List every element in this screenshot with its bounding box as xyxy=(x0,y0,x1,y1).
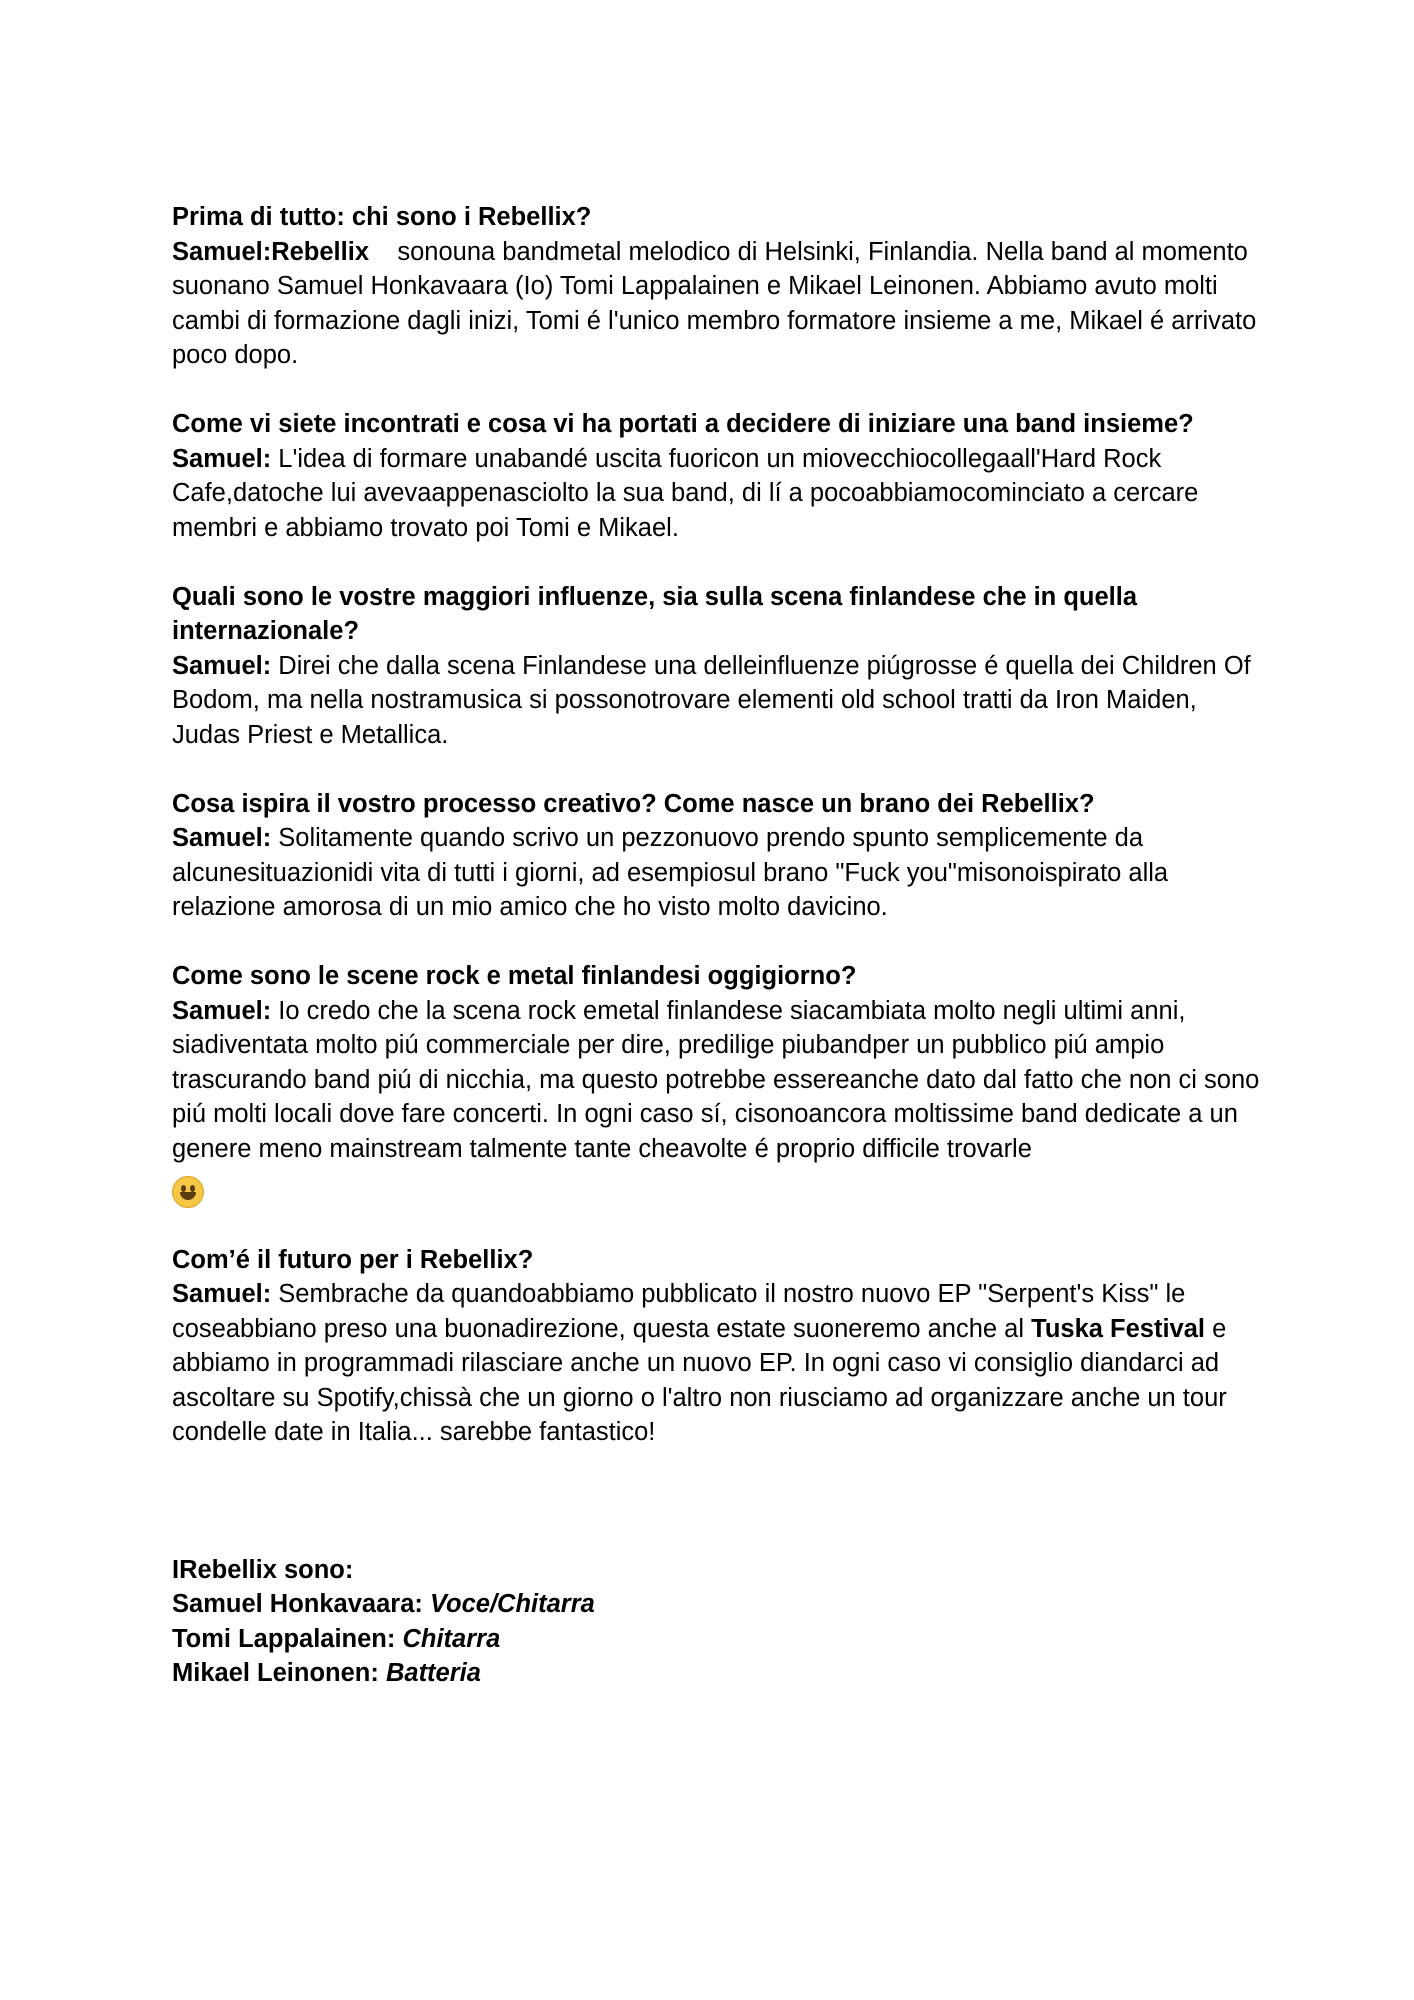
answer-text: L'idea di formare unabandé uscita fuoricon un miovecchiocollegaall'Hard Rock Cafe,datoche lui avevaappenasciolto la sua band, di lí a pocoabbiamocominciato a cercare membri e abbiamo trovato poi Tomi e Mikael. xyxy=(172,444,1199,542)
member-line xyxy=(172,1622,1262,1657)
members-heading: IRebellix sono: xyxy=(172,1555,354,1584)
answer-text: sonouna bandmetal melodico di Helsinki, Finlandia. Nella band al momento suonano Samuel Honkavaara (Io) Tomi Lappalainen e Mikael Leinonen. Abbiamo avuto molti cambi di formazione dagli inizi, Tomi é l'unico membro formatore insieme a me, Mikael é arrivato poco dopo. xyxy=(172,237,1257,369)
members-list xyxy=(172,1553,1262,1691)
answer xyxy=(172,649,1262,753)
speaker-label: Samuel: xyxy=(172,996,272,1025)
speaker-label: Samuel: xyxy=(172,444,272,473)
member-role: Batteria xyxy=(385,1659,481,1687)
member-role: Voce/Chitarra xyxy=(429,1590,595,1618)
question: Cosa ispira il vostro processo creativo? Come nasce un brano dei Rebellix? xyxy=(172,789,1095,818)
member-role: Chitarra xyxy=(402,1624,501,1653)
document-page xyxy=(172,200,1262,1691)
answer-text: Sembrache da quandoabbiamo pubblicato il nostro nuovo EP "Serpent's Kiss" le coseabbiano preso una buonadirezione, questa estate suoneremo anche al xyxy=(172,1280,1186,1343)
question: Com’é il futuro per i Rebellix? xyxy=(172,1245,534,1274)
answer-text: Direi che dalla scena Finlandese una delleinfluenze piúgrosse é quella dei Children Of Bodom, ma nella nostramusica si possonotrovare elementi old school tratti da Iron Maiden, Judas Priest e Metallica. xyxy=(172,651,1251,749)
member-name: Tomi Lappalainen: xyxy=(172,1624,396,1653)
answer xyxy=(172,1277,1262,1450)
qa-block-1 xyxy=(172,200,1262,373)
member-name: Samuel Honkavaara: xyxy=(172,1590,423,1618)
answer-bold-lead: Rebellix xyxy=(271,237,369,266)
speaker-label: Samuel: xyxy=(172,237,272,266)
answer xyxy=(172,442,1262,546)
member-line xyxy=(172,1656,1262,1691)
speaker-label: Samuel: xyxy=(172,1280,272,1308)
answer-text: e abbiamo in programmadi rilasciare anche un nuovo EP. In ogni caso vi consiglio diandarci ad ascoltare su Spotify,chissà che un giorno o l'altro non riusciamo ad organizzare anche un tour condelle date in Italia... sarebbe fantastico! xyxy=(172,1314,1227,1446)
grinning-face-icon xyxy=(172,1176,204,1208)
member-name: Mikael Leinonen: xyxy=(172,1659,379,1687)
qa-block-5 xyxy=(172,959,1262,1208)
answer-text: Io credo che la scena rock emetal finlandese siacambiata molto negli ultimi anni, siadiventata molto piú commerciale per dire, predilige piubandper un pubblico piú ampio trascurando band piú di nicchia, ma questo potrebbe essereanche dato dal fatto che non ci sono piú molti locali dove fare concerti. In ogni caso sí, cisonoancora moltissime band dedicate a un genere meno mainstream talmente tante cheavolte é proprio difficile trovarle xyxy=(172,996,1260,1163)
speaker-label: Samuel: xyxy=(172,651,272,680)
answer xyxy=(172,235,1262,373)
qa-block-2 xyxy=(172,407,1262,545)
member-line xyxy=(172,1587,1262,1622)
qa-block-3 xyxy=(172,580,1262,753)
answer-text: Solitamente quando scrivo un pezzonuovo prendo spunto semplicemente da alcunesituazionidi vita di tutti i giorni, ad esempiosul brano "Fuck you"misonoispirato alla relazione amorosa di un mio amico che ho visto molto davicino. xyxy=(172,824,1169,921)
answer xyxy=(172,994,1262,1209)
answer xyxy=(172,821,1262,925)
speaker-label: Samuel: xyxy=(172,824,272,852)
question: Prima di tutto: chi sono i Rebellix? xyxy=(172,203,592,231)
festival-name: Tuska Festival xyxy=(1031,1314,1205,1343)
qa-block-4 xyxy=(172,787,1262,925)
question: Come sono le scene rock e metal finlandesi oggigiorno? xyxy=(172,962,857,990)
qa-block-6 xyxy=(172,1243,1262,1450)
question: Quali sono le vostre maggiori influenze, sia sulla scena finlandese che in quella internazionale? xyxy=(172,582,1138,645)
question: Come vi siete incontrati e cosa vi ha portati a decidere di iniziare una band insieme? xyxy=(172,410,1194,438)
